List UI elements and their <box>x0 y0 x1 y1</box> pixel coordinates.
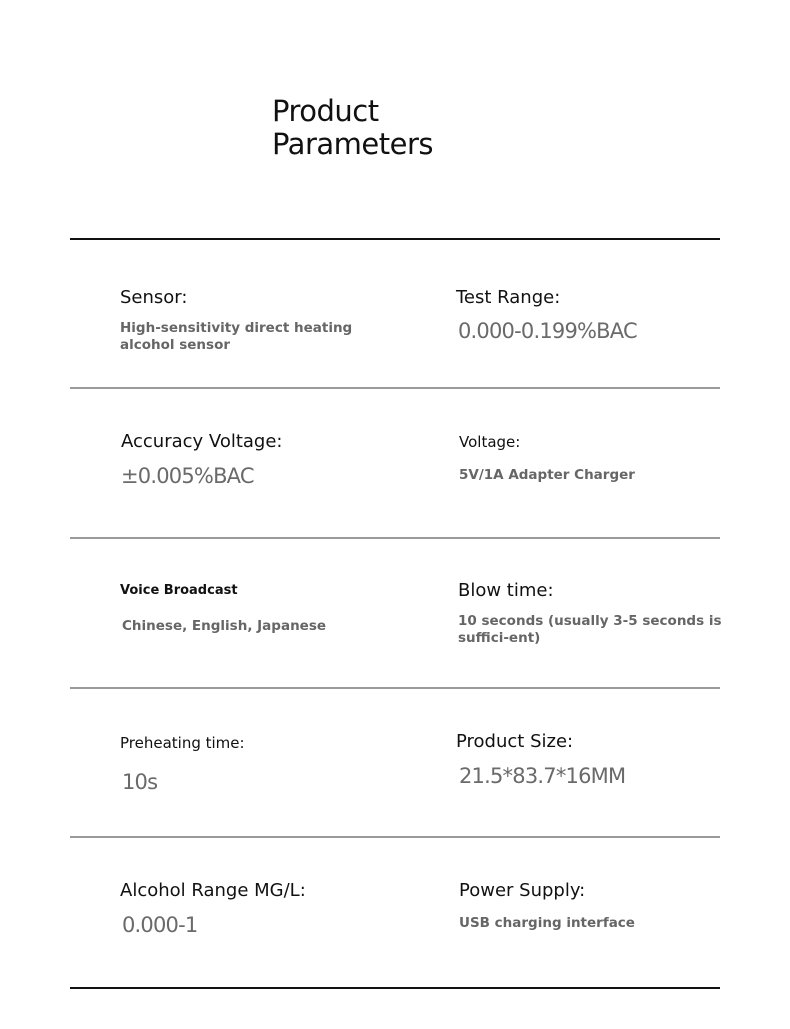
param-alcohol-range <box>120 880 410 937</box>
row-divider <box>70 687 720 689</box>
page-title <box>272 95 433 161</box>
param-label: Voltage: <box>459 433 521 451</box>
param-value: USB charging interface <box>459 915 635 931</box>
page-title-line-1: Product <box>272 94 379 128</box>
param-sensor <box>120 287 410 354</box>
param-label: Test Range: <box>456 287 561 308</box>
param-preheating-time <box>120 734 410 794</box>
param-label: Accuracy Voltage: <box>121 431 283 452</box>
param-product-size <box>456 731 746 788</box>
param-value: ±0.005%BAC <box>121 464 254 488</box>
row-divider <box>70 836 720 838</box>
row-divider <box>70 537 720 539</box>
param-accuracy-voltage <box>121 431 411 488</box>
param-test-range <box>456 287 746 343</box>
top-divider <box>70 238 720 240</box>
param-power-supply <box>459 880 749 932</box>
param-label: Alcohol Range MG/L: <box>120 880 306 901</box>
row-divider <box>70 387 720 389</box>
param-label: Blow time: <box>458 580 554 601</box>
param-label: Preheating time: <box>120 734 245 752</box>
param-label: Sensor: <box>120 287 188 308</box>
param-voice-broadcast <box>120 583 410 635</box>
param-label: Power Supply: <box>459 880 586 901</box>
param-blow-time <box>458 580 748 647</box>
param-value: Chinese, English, Japanese <box>122 618 327 634</box>
param-voltage <box>459 433 749 484</box>
param-value: 10 seconds (usually 3-5 seconds is suffici-ent) <box>458 613 722 646</box>
param-label: Product Size: <box>456 731 574 752</box>
param-value: 10s <box>122 770 158 794</box>
param-value: 5V/1A Adapter Charger <box>459 467 635 483</box>
bottom-divider <box>70 987 720 989</box>
param-value: 0.000-0.199%BAC <box>458 319 637 343</box>
param-value: 0.000-1 <box>122 913 198 937</box>
page-title-line-2: Parameters <box>272 127 433 161</box>
param-value: High-sensitivity direct heating alcohol sensor <box>120 320 353 353</box>
param-value: 21.5*83.7*16MM <box>459 764 626 788</box>
param-label: Voice Broadcast <box>120 583 238 598</box>
